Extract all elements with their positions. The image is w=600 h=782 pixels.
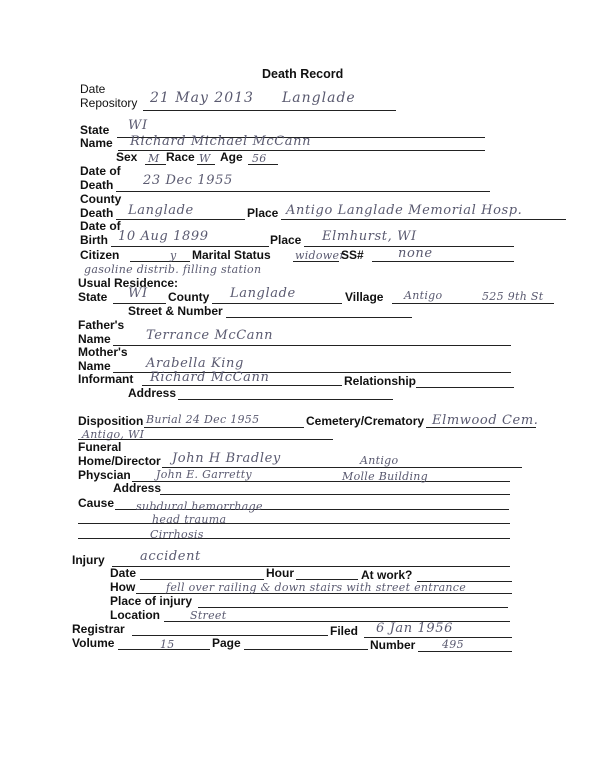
- age-label: Age: [220, 150, 243, 164]
- cause-3-value: Cirrhosis: [150, 528, 204, 541]
- birth-date-value: 10 Aug 1899: [118, 229, 209, 244]
- filed-label: Filed: [330, 624, 359, 638]
- residence-state-value: WI: [128, 286, 148, 301]
- funeral-director-value: John H Bradley: [172, 451, 281, 466]
- residence-county-label: County: [168, 290, 210, 304]
- cause-line-3: [78, 538, 510, 539]
- place-of-injury-line: [198, 607, 508, 608]
- informant-address-line: [178, 399, 393, 400]
- how-value: fell over railing & down stairs with street entrance: [166, 581, 467, 594]
- death-county-value: Langlade: [128, 203, 194, 218]
- location-label: Location: [110, 608, 160, 622]
- disposition-line: [144, 427, 304, 428]
- birth-place-label: Place: [270, 233, 302, 247]
- state-value: WI: [128, 118, 148, 133]
- number-label: Number: [370, 638, 416, 652]
- street-number-label: Street & Number: [128, 304, 223, 318]
- repository-date-value: 21 May 2013: [150, 90, 254, 106]
- relationship-line: [416, 387, 514, 388]
- relationship-label: Relationship: [344, 374, 417, 388]
- marital-status-value: widower: [295, 249, 345, 262]
- date-of-birth-label-1: Date of: [80, 219, 121, 233]
- page-line: [244, 649, 368, 650]
- residence-county-line: [212, 303, 342, 304]
- birth-place-value: Elmhurst, WI: [322, 229, 417, 244]
- occupation-value: gasoline distrib. filling station: [84, 263, 262, 276]
- volume-value: 15: [160, 638, 175, 651]
- injury-label: Injury: [72, 553, 105, 567]
- mother-name-label: Name: [78, 359, 111, 373]
- date-of-death-line: [116, 191, 490, 192]
- sex-value: M: [148, 152, 160, 165]
- death-place-value: Antigo Langlade Memorial Hosp.: [286, 203, 523, 218]
- citizen-label: Citizen: [80, 248, 120, 262]
- father-name-label: Name: [78, 332, 111, 346]
- cemetery-label: Cemetery/Crematory: [306, 414, 425, 428]
- page-label: Page: [212, 636, 241, 650]
- race-label: Race: [166, 150, 195, 164]
- cause-label: Cause: [78, 496, 115, 510]
- birth-label: Birth: [80, 233, 108, 247]
- birth-date-line: [111, 246, 269, 247]
- street-number-value: 525 9th St: [482, 290, 544, 303]
- date-of-death-label-1: Date of: [80, 164, 121, 178]
- citizen-value: y: [170, 249, 177, 262]
- street-number-line: [226, 317, 412, 318]
- death-place-line: [281, 219, 566, 220]
- registrar-label: Registrar: [72, 622, 125, 636]
- document-title: Death Record: [262, 67, 344, 81]
- residence-county-value: Langlade: [230, 286, 296, 301]
- repository-line: [143, 110, 396, 111]
- state-label: State: [80, 123, 110, 137]
- injury-line: [112, 566, 510, 567]
- usual-residence-label: Usual Residence:: [78, 276, 179, 290]
- date-of-death-label-2: Death: [80, 178, 114, 192]
- village-label: Village: [345, 290, 384, 304]
- filed-value: 6 Jan 1956: [376, 621, 453, 636]
- informant-label: Informant: [78, 372, 134, 386]
- repository-value: Langlade: [282, 90, 356, 106]
- disposition-label: Disposition: [78, 414, 144, 428]
- death-place-label: Place: [247, 206, 279, 220]
- ss-value: none: [398, 246, 433, 261]
- date-label: Date: [80, 82, 106, 96]
- home-director-label: Home/Director: [78, 454, 161, 468]
- mother-value: Arabella King: [146, 356, 244, 371]
- village-value: Antigo: [404, 289, 443, 302]
- how-label: How: [110, 580, 136, 594]
- mothers-label: Mother's: [78, 345, 128, 359]
- physician-address-label: Address: [113, 481, 162, 495]
- father-name-line: [113, 345, 511, 346]
- hour-label: Hour: [266, 566, 294, 580]
- at-work-label: At work?: [361, 568, 413, 582]
- informant-value: Richard McCann: [150, 370, 270, 385]
- name-value: Richard Michael McCann: [130, 134, 312, 149]
- informant-address-label: Address: [128, 386, 177, 400]
- volume-label: Volume: [72, 636, 115, 650]
- father-value: Terrance McCann: [146, 328, 274, 343]
- repository-label: Repository: [80, 96, 138, 110]
- funeral-label: Funeral: [78, 440, 122, 454]
- ss-label: SS#: [341, 248, 364, 262]
- race-value: W: [199, 152, 211, 165]
- physician-address-line: [160, 494, 510, 495]
- physician-label: Physcian: [78, 468, 131, 482]
- ss-line: [372, 261, 514, 262]
- date-of-death-value: 23 Dec 1955: [143, 173, 233, 188]
- name-label: Name: [80, 136, 113, 150]
- number-line: [418, 651, 512, 652]
- marital-status-label: Marital Status: [192, 248, 271, 262]
- cemetery-value: Elmwood Cem.: [432, 413, 539, 428]
- death-county-label: Death: [80, 206, 114, 220]
- fathers-label: Father's: [78, 318, 125, 332]
- physician-address-value: Molle Building: [342, 470, 429, 483]
- cause-1-value: subdural hemorrhage: [136, 500, 263, 513]
- sex-label: Sex: [116, 150, 138, 164]
- number-value: 495: [442, 638, 464, 651]
- disposition-place-value: Antigo, WI: [82, 428, 145, 441]
- injury-value: accident: [140, 549, 201, 564]
- location-value: Street: [190, 609, 227, 622]
- funeral-place-value: Antigo: [360, 454, 399, 467]
- place-of-injury-label: Place of injury: [110, 594, 193, 608]
- death-county-line: [116, 219, 245, 220]
- physician-value: John E. Garretty: [156, 468, 252, 481]
- age-value: 56: [252, 152, 267, 165]
- injury-date-label: Date: [110, 566, 137, 580]
- cause-line-2: [78, 523, 510, 524]
- disposition-value: Burial 24 Dec 1955: [146, 413, 260, 426]
- residence-state-label: State: [78, 290, 108, 304]
- cause-2-value: head trauma: [152, 513, 227, 526]
- county-label: County: [80, 192, 122, 206]
